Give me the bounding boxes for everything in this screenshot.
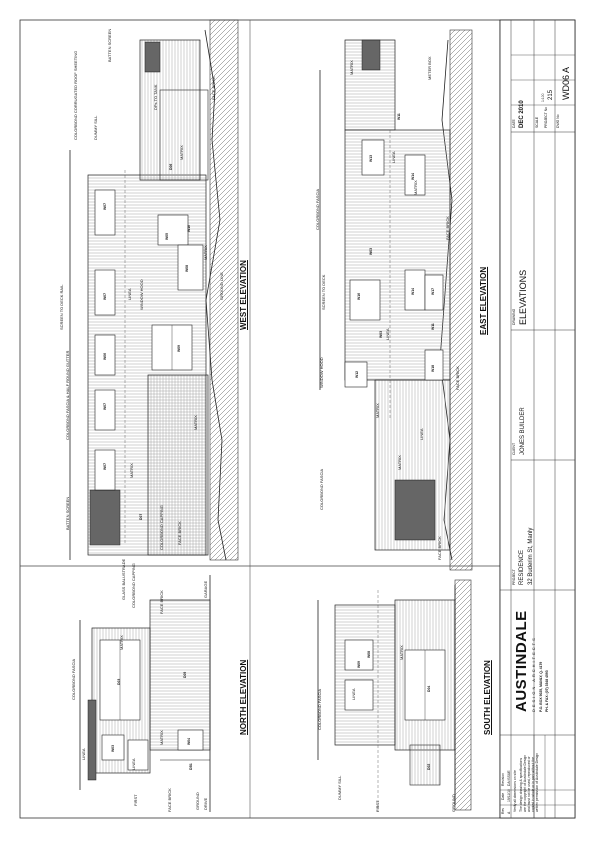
note: MATRIX [375,403,380,418]
window-tag: W07 [103,203,107,210]
note: LINEA [81,748,86,760]
west-elevation-title: WEST ELEVATION [239,260,248,330]
scale-label: SCALE [535,116,539,128]
project-label: PROJECT [512,569,516,585]
note: MATRIX [203,245,208,260]
note: FACE BRICK [211,76,216,100]
company-phone: PH. & FAX: (07) 3348 4593 [545,670,549,712]
window-tag: W13 [369,155,373,162]
company-subtitle: DESIGN ARCHITECTS [531,636,536,712]
notes-line: are the copyright of Austindale Design [523,754,527,812]
note: FACE BRICK [159,590,164,614]
window-tag: W03 [369,248,373,255]
notes-header: Verify all dimensions on site [513,770,517,812]
window-tag: W16 [357,293,361,300]
company-logo: AUSTINDALE [513,610,530,712]
notes-line: written permission of Austindale Design [535,752,539,812]
window-tag: W06 [103,353,107,360]
window-tag: W08 [185,265,189,272]
note: FACE BRICK [167,788,172,812]
window-tag: W07 [103,403,107,410]
window-tag: W14 [411,173,415,180]
window-tag: W03 [379,331,383,338]
north-elevation-drawing [80,575,210,812]
note: COLORBOND FASCIA [315,188,320,230]
door-tag: D03 [117,678,121,685]
window-tag: W11 [431,323,435,330]
window-tag: W07 [103,463,107,470]
note: COLORBOND FASCIA [319,468,324,510]
note: MATRIX [397,455,402,470]
note: MATRIX [159,730,164,745]
door-tag: D06 [169,163,173,170]
note: SCREEN TO DECK [321,274,326,310]
note: WINDOW HOOD [139,279,144,310]
note: MATRIX [349,60,354,75]
note: GROUND [451,794,456,812]
client-label: CLIENT [512,442,516,455]
drawing-name: ELEVATIONS [518,269,528,325]
note: DPs TO TANK [153,84,158,110]
note: LINEA [351,688,356,700]
window-tag: W14 [411,288,415,295]
note: BATTEN SCREEN [65,496,70,530]
revision-col-date: Date [501,792,505,800]
revision-col-rev: Rev [501,807,505,814]
east-elevation-drawing [320,30,472,570]
door-tag: D07 [139,513,143,520]
window-tag: W17 [431,288,435,295]
window-tag: W18 [431,365,435,372]
door-tag: D02 [427,763,431,770]
note: MATRIX [129,463,134,478]
note: METER BOX [427,56,432,80]
north-elevation-title: NORTH ELEVATION [239,659,248,735]
note: FACE BRICK [445,216,450,240]
window-tag: W08 [367,651,371,658]
note: MATRIX [399,645,404,660]
notes-line: copied in whole or in part without the [531,756,535,812]
notes-line: and must not be used, reproduced or [527,756,531,812]
note: LINEA [385,328,390,340]
note: FACE BRICK [455,366,460,390]
note: LINEA [419,428,424,440]
note: WINDOW HOOD [319,357,324,388]
note: GLASS BALUSTRADE [121,558,126,600]
scale-value: 1:100 [541,93,545,102]
note: COLORBOND CORRUGATED ROOF SHEETING [73,50,78,140]
note: LINEA [127,288,132,300]
note: GROUND [195,792,200,810]
note: FACE BRICK [177,521,182,545]
date-value: DEC 2010 [519,100,525,128]
note: COLORBOND FASCIA [317,688,322,730]
note: COLORBOND FASCIA [71,658,76,700]
window-tag: W07 [103,293,107,300]
dwg-label: DWG No [556,114,560,128]
dwg-value: WD06 A [561,66,571,100]
window-tag: W03 [111,745,115,752]
company-address: P.O. BOX 5025, MANLY, Q. 4179 [539,661,543,712]
revision-rev-value: A [507,811,511,814]
project-no-value: 215 [548,89,554,100]
note: COLORBOND FASCIA & HALF ROUND GUTTER [65,350,70,440]
note: DUMMY SILL [93,115,98,140]
project-no-label: PROJECT No [544,106,548,128]
title-block [500,20,575,818]
note: BATTEN SCREEN [107,28,112,62]
notes-line: The design drawing & specifications [519,757,523,812]
note: DUMMY SILL [337,775,342,800]
east-elevation-title: EAST ELEVATION [479,266,488,335]
note: MATRIX [119,635,124,650]
window-tag: W09 [177,345,181,352]
door-tag: D04 [427,685,431,692]
window-tag: W09 [357,661,361,668]
project-name: RESIDENCE [519,549,525,585]
project-address: 32 Buderim St, Manly [528,527,534,585]
note: COLORBOND CAPPING [159,505,164,550]
window-tag: W05 [165,233,169,240]
note: LINEA [391,151,396,163]
note: MATRIX [413,180,418,195]
note: FIRST [133,794,138,806]
door-tag: DB1 [189,763,193,770]
window-tag: W10 [187,225,191,232]
note: COLORBOND CAPPING [131,563,136,608]
note: FIRST [375,800,380,812]
note: MATRIX [179,145,184,160]
revision-description: DA ISSUE [507,770,511,786]
note: MATRIX [193,415,198,430]
south-elevation-title: SOUTH ELEVATION [483,660,492,735]
window-tag: W11 [397,113,401,120]
note: FACE BRICK [437,536,442,560]
client-name: JONES BUILDER [520,407,526,455]
revision-date-value: 19/11/10 [507,789,511,802]
note: GROUND LINE [219,272,224,300]
note: DRIVE [203,797,208,810]
drawing-label: DRAWING [512,308,516,325]
door-tag: D05 [183,671,187,678]
date-label: DATE [512,119,516,128]
note: LINEA [131,758,136,770]
revision-col-revision: Revision [501,772,505,786]
window-tag: W12 [355,371,359,378]
window-tag: W04 [187,738,191,745]
note: SCREEN TO DECK RAIL [59,284,64,330]
note: GARAGE [203,580,208,598]
